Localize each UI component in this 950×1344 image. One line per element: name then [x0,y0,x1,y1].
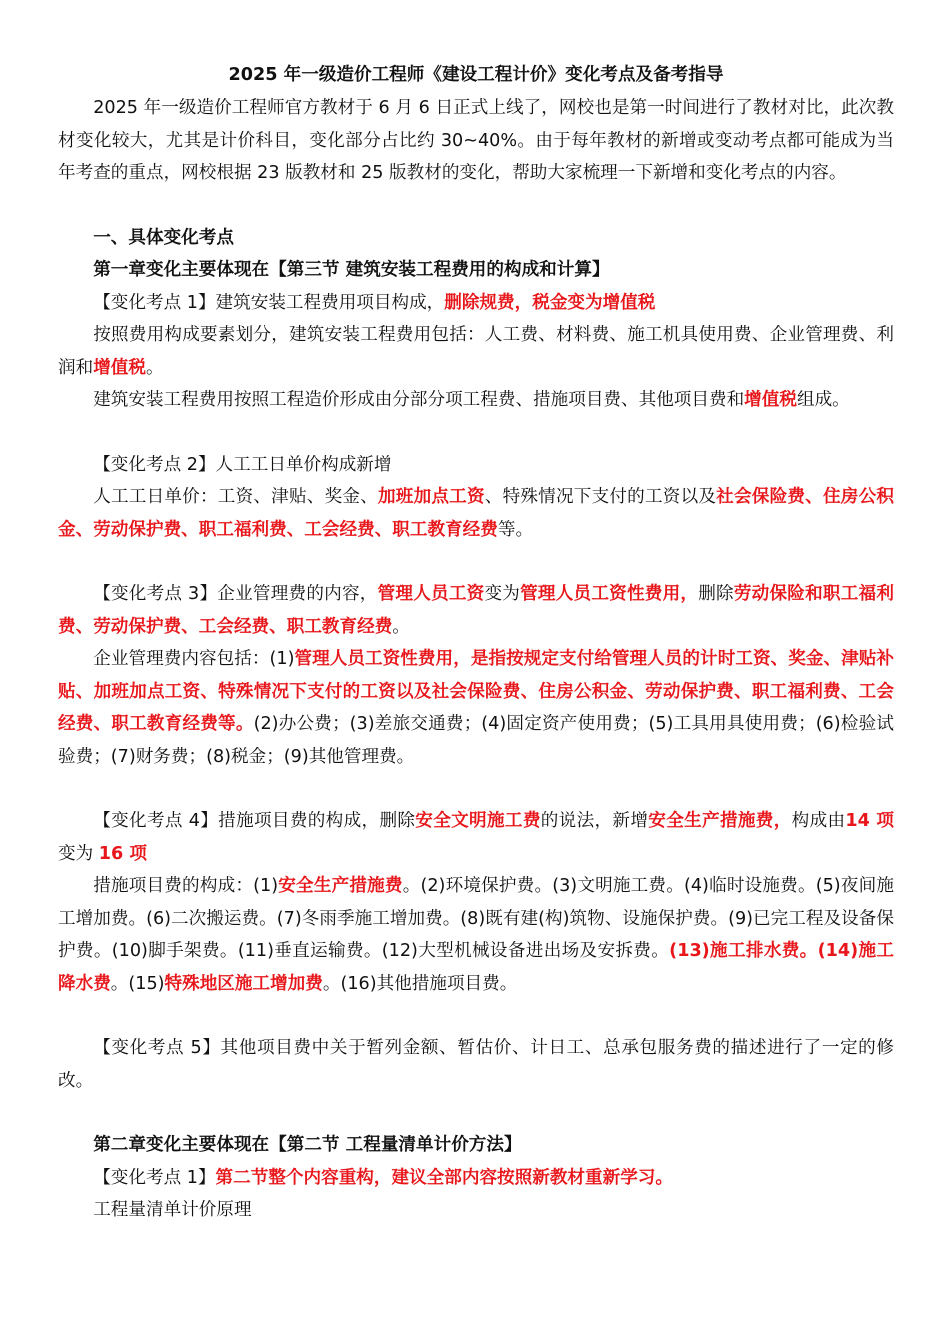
subheading: 工程量清单计价原理 [93,1200,252,1220]
text: 组成。 [796,390,850,410]
paragraph [58,384,894,417]
text: 措施项目费的构成：(1) [93,876,279,896]
text: 。 [146,357,164,378]
highlight: 管理人员工资 [377,584,485,604]
text: 删除 [698,584,734,604]
text: 按照费用构成要素划分，建筑安装工程费用包括：人工费、材料费、施工机具使用费、企业管理费、利润和 [58,325,894,378]
change-point-5: 【变化考点 5】其他项目费中关于暂列金额、暂估价、计日工、总承包服务费的描述进行了一定的修改。 [58,1038,894,1091]
intro-paragraph: 2025 年一级造价工程师官方教材于 6 月 6 日正式上线了，网校也是第一时间进行了教材对比，此次教材变化较大，尤其是计价科目，变化部分占比约 30~40%。由于每年教材的新增或变动考点都可能成为当年考查的重点，网校根据 23 版教材和 25 版教材的变化，帮助大家梳理一下新增和变化考点的内容。 [58,98,894,183]
text: 等。 [497,519,534,540]
paragraph [58,319,894,384]
highlight: 劳动保险和职工福利费、劳动保护费、工会经费、职工教育经费 [58,584,894,637]
highlight: 管理人员工资性费用， [520,584,699,604]
change-point-1 [58,287,894,320]
chapter2-heading: 第二章变化主要体现在【第二节 工程量清单计价方法】 [93,1135,522,1155]
highlight: 第二节整个内容重构，建议全部内容按照新教材重新学习。 [215,1167,673,1188]
change-point-3 [58,578,894,643]
text: 【变化考点 1】建筑安装工程费用项目构成， [93,292,445,313]
text: 。(16)其他措施项目费。 [322,973,518,994]
text: 。(2)环境保护费。(3)文明施工费。(4)临时设施费。(5)夜间施工增加费。(6)二次搬运费。(7)冬雨季施工增加费。(8)既有建(构)筑物、设施保护费。(9)已完工程及设备保护费。(10)脚手架费。(11)垂直运输费。(12)大型机械设备进出场及安拆费。 [58,876,894,961]
highlight: 16 项 [98,843,147,864]
paragraph [58,643,894,773]
change-point-4 [58,805,894,870]
text: 【变化考点 4】措施项目费的构成，删除 [93,811,416,831]
text: 。(15) [110,973,165,994]
text: 变为 [484,584,521,604]
highlight: 安全文明施工费 [415,811,541,831]
text: 构成由 [791,811,846,831]
change-point-1-ch2 [58,1162,894,1195]
document-page [58,58,894,1227]
chapter1-heading: 第一章变化主要体现在【第三节 建筑安装工程费用的构成和计算】 [93,260,610,280]
highlight: 安全生产措施费 [278,876,403,896]
document-title: 2025 年一级造价工程师《建设工程计价》变化考点及备考指导 [228,65,724,85]
highlight: 安全生产措施费， [648,811,792,831]
highlight: 14 项 [845,811,894,831]
text: 【变化考点 3】企业管理费的内容， [93,584,378,604]
text: 。 [392,616,410,637]
section-heading: 一、具体变化考点 [93,227,234,248]
text: 建筑安装工程费用按照工程造价形成由分部分项工程费、措施项目费、其他项目费和 [93,390,745,410]
text: 【变化考点 1】 [93,1167,216,1188]
highlight: 社会保险费、住房公积金、劳动保护费、职工福利费、工会经费、职工教育经费 [58,487,894,540]
text: (2)办公费；(3)差旅交通费；(4)固定资产使用费；(5)工具用具使用费；(6)检验试验费；(7)财务费；(8)税金；(9)其他管理费。 [58,714,894,767]
paragraph [58,870,894,1000]
highlight: 增值税 [744,390,797,410]
text: 的说法，新增 [540,811,649,831]
highlight: (13)施工排水费。(14)施工降水费 [58,941,894,994]
highlight: 特殊地区施工增加费 [164,973,323,994]
highlight: 管理人员工资性费用，是指按规定支付给管理人员的计时工资、奖金、津贴补贴、加班加点工资、特殊情况下支付的工资以及社会保险费、住房公积金、劳动保护费、职工福利费、工会经费、职工教育经费等。 [58,649,894,734]
text: 变为 [58,843,99,864]
change-point-2: 【变化考点 2】人工工日单价构成新增 [93,454,392,475]
text: 、特殊情况下支付的工资以及 [484,487,717,507]
text: 人工工日单价：工资、津贴、奖金、 [93,487,378,507]
highlight: 删除规费，税金变为增值税 [444,292,656,313]
paragraph [58,481,894,546]
highlight: 增值税 [93,357,146,378]
text: 企业管理费内容包括：(1) [93,649,295,669]
highlight: 加班加点工资 [377,487,485,507]
